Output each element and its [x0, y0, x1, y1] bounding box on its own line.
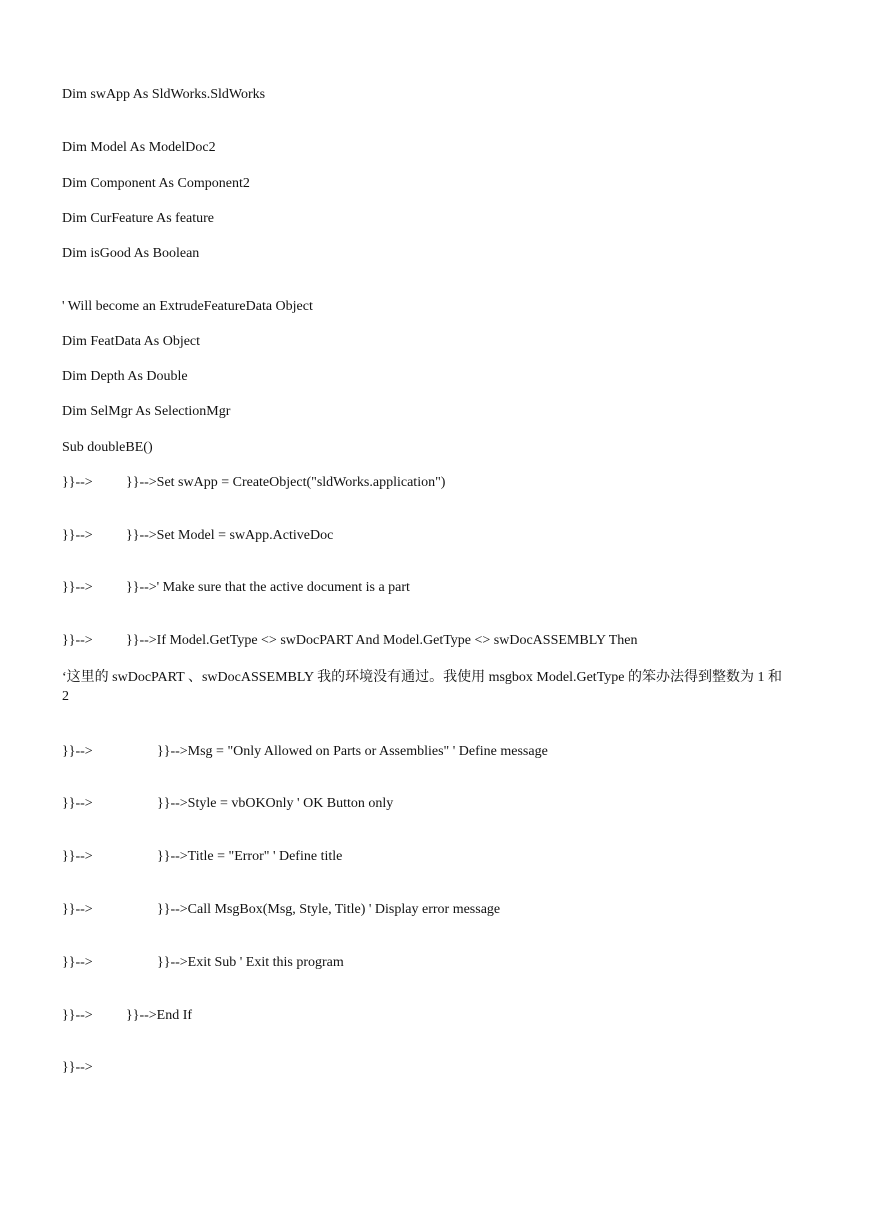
code-line-curfeature-decl: Dim CurFeature As feature — [62, 211, 215, 226]
code-line-text: }}-->Style = vbOKOnly ' OK Button only — [157, 796, 394, 811]
code-line-style — [62, 795, 393, 813]
code-line-sub-header: Sub doubleBE() — [62, 440, 153, 455]
code-marker: }}--> — [62, 849, 93, 864]
code-line-depth-decl: Dim Depth As Double — [62, 369, 188, 384]
code-line-trailing-marker: }}--> — [62, 1060, 93, 1075]
code-line-text: }}-->Set Model = swApp.ActiveDoc — [126, 528, 334, 543]
code-line-call-msgbox — [62, 901, 500, 919]
code-marker: }}--> — [62, 475, 93, 490]
code-line-text: }}-->Set swApp = CreateObject("sldWorks.application") — [126, 475, 446, 490]
code-comment-extrude: ' Will become an ExtrudeFeatureData Object — [62, 299, 313, 314]
code-line-title — [62, 848, 342, 866]
code-marker: }}--> — [62, 955, 93, 970]
code-line-text: }}-->' Make sure that the active document is a part — [126, 580, 410, 595]
code-line-text: }}-->Call MsgBox(Msg, Style, Title) ' Display error message — [157, 902, 501, 917]
code-marker: }}--> — [62, 633, 93, 648]
code-line-if-gettype — [62, 632, 637, 650]
code-line-text: }}-->If Model.GetType <> swDocPART And Model.GetType <> swDocASSEMBLY Then — [126, 633, 638, 648]
code-marker: }}--> — [62, 528, 93, 543]
code-marker: }}--> — [62, 1008, 93, 1023]
code-line-swapp-decl: Dim swApp As SldWorks.SldWorks — [62, 87, 266, 102]
code-line-text: }}-->End If — [126, 1008, 193, 1023]
code-line-text: }}-->Msg = "Only Allowed on Parts or Assemblies" ' Define message — [157, 744, 548, 759]
code-marker: }}--> — [62, 796, 93, 811]
code-line-text: }}-->Exit Sub ' Exit this program — [157, 955, 344, 970]
code-line-model-decl: Dim Model As ModelDoc2 — [62, 140, 216, 155]
code-line-selmgr-decl: Dim SelMgr As SelectionMgr — [62, 404, 231, 419]
code-marker: }}--> — [62, 744, 93, 759]
code-line-isgood-decl: Dim isGood As Boolean — [62, 246, 200, 261]
code-line-component-decl: Dim Component As Component2 — [62, 176, 250, 191]
code-line-featdata-decl: Dim FeatData As Object — [62, 334, 201, 349]
code-marker: }}--> — [62, 902, 93, 917]
code-line-exit-sub — [62, 954, 344, 972]
code-line-text: }}-->Title = "Error" ' Define title — [157, 849, 343, 864]
code-marker: }}--> — [62, 580, 93, 595]
code-line-comment-active-doc — [62, 579, 410, 597]
code-line-set-model — [62, 527, 333, 545]
code-line-set-swapp — [62, 474, 445, 492]
code-line-msg — [62, 743, 548, 761]
chinese-note: ‘这里的 swDocPART 、swDocASSEMBLY 我的环境没有通过。我使用 msgbox Model.GetType 的笨办法得到整数为 1 和 2 — [62, 670, 782, 704]
code-line-end-if — [62, 1007, 192, 1025]
